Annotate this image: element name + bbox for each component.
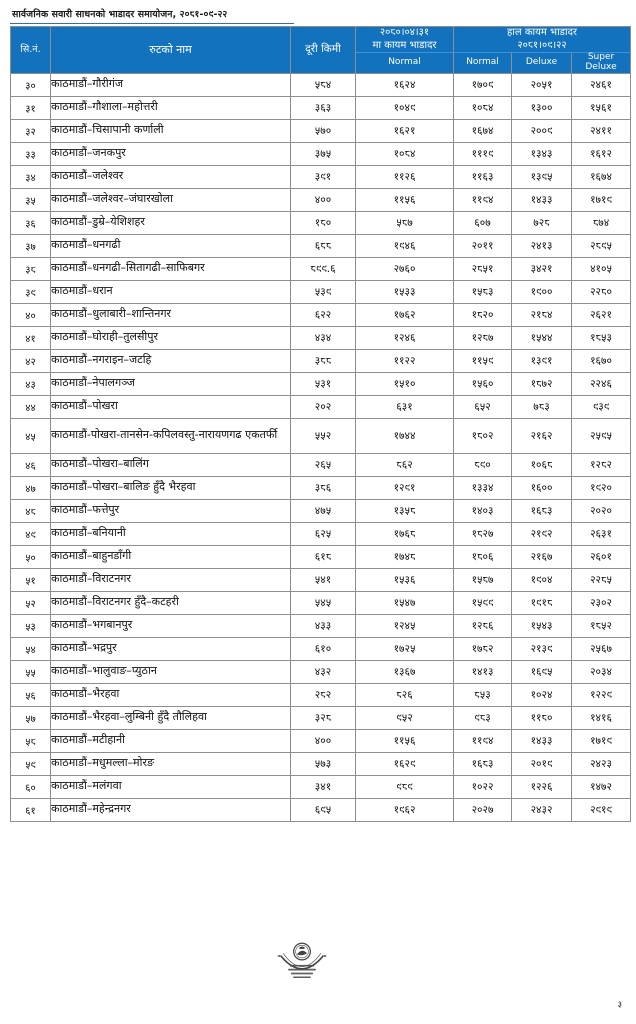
row-route-name: काठमाडौं–भगबानपुर bbox=[51, 614, 291, 637]
row-new-deluxe-fare: १४३३ bbox=[512, 729, 572, 752]
row-new-deluxe-fare: १३४३ bbox=[512, 142, 572, 165]
row-new-normal-fare: १७०९ bbox=[454, 73, 512, 96]
table-row bbox=[11, 188, 631, 211]
row-serial-number: ५० bbox=[11, 545, 51, 568]
row-new-deluxe-fare: २१६२ bbox=[512, 418, 572, 453]
row-old-normal-fare: १६२९ bbox=[356, 752, 454, 775]
table-row bbox=[11, 752, 631, 775]
row-old-normal-fare: ११५६ bbox=[356, 188, 454, 211]
row-new-deluxe-fare: २०१९ bbox=[512, 752, 572, 775]
row-distance-km: ३२८ bbox=[291, 706, 356, 729]
row-new-deluxe-fare: १३०० bbox=[512, 96, 572, 119]
row-new-deluxe-fare: १९०४ bbox=[512, 568, 572, 591]
row-new-deluxe-fare: २१८४ bbox=[512, 303, 572, 326]
column-group-current-fare bbox=[454, 27, 631, 53]
row-route-name: काठमाडौं–भालुवाङ–प्युठान bbox=[51, 660, 291, 683]
row-new-deluxe-fare: ११८० bbox=[512, 706, 572, 729]
row-old-normal-fare: १५४७ bbox=[356, 591, 454, 614]
row-new-normal-fare: १८०२ bbox=[454, 418, 512, 453]
row-route-name: काठमाडौं–बाहुनडाँगी bbox=[51, 545, 291, 568]
row-distance-km: ४३४ bbox=[291, 326, 356, 349]
row-new-super-deluxe-fare: ८७४ bbox=[572, 211, 631, 234]
row-route-name: काठमाडौं–भैरहवा bbox=[51, 683, 291, 706]
row-route-name: काठमाडौं–जलेश्वर–जंघारखोला bbox=[51, 188, 291, 211]
row-new-normal-fare: ८९० bbox=[454, 453, 512, 476]
row-serial-number: ३१ bbox=[11, 96, 51, 119]
row-serial-number: ३४ bbox=[11, 165, 51, 188]
row-new-normal-fare: १२८७ bbox=[454, 326, 512, 349]
subheader-new-deluxe: Deluxe bbox=[512, 53, 572, 74]
fare-table bbox=[10, 26, 631, 822]
row-old-normal-fare: १६२१ bbox=[356, 119, 454, 142]
table-row bbox=[11, 280, 631, 303]
table-row bbox=[11, 476, 631, 499]
row-serial-number: ३५ bbox=[11, 188, 51, 211]
row-route-name: काठमाडौं–मलंगवा bbox=[51, 775, 291, 798]
row-route-name: काठमाडौं–गौरीगंज bbox=[51, 73, 291, 96]
row-serial-number: ३६ bbox=[11, 211, 51, 234]
table-row bbox=[11, 545, 631, 568]
row-serial-number: ४९ bbox=[11, 522, 51, 545]
row-serial-number: ४७ bbox=[11, 476, 51, 499]
row-old-normal-fare: १६२४ bbox=[356, 73, 454, 96]
row-serial-number: ५१ bbox=[11, 568, 51, 591]
row-distance-km: ६२२ bbox=[291, 303, 356, 326]
row-new-super-deluxe-fare: २६२१ bbox=[572, 303, 631, 326]
row-new-super-deluxe-fare: २६०१ bbox=[572, 545, 631, 568]
table-row bbox=[11, 453, 631, 476]
table-row bbox=[11, 499, 631, 522]
row-serial-number: ५८ bbox=[11, 729, 51, 752]
row-new-super-deluxe-fare: १६१२ bbox=[572, 142, 631, 165]
table-row bbox=[11, 706, 631, 729]
row-distance-km: ४०० bbox=[291, 188, 356, 211]
row-old-normal-fare: १३५८ bbox=[356, 499, 454, 522]
subheader-new-normal: Normal bbox=[454, 53, 512, 74]
table-row bbox=[11, 798, 631, 821]
table-row bbox=[11, 591, 631, 614]
row-new-super-deluxe-fare: १६७४ bbox=[572, 165, 631, 188]
table-row bbox=[11, 303, 631, 326]
row-serial-number: ४३ bbox=[11, 372, 51, 395]
row-new-deluxe-fare: १८७२ bbox=[512, 372, 572, 395]
row-new-normal-fare: १६८३ bbox=[454, 752, 512, 775]
row-old-normal-fare: १५१० bbox=[356, 372, 454, 395]
row-route-name: काठमाडौं–पोखरा–बालिङ हुँदै भैरहवा bbox=[51, 476, 291, 499]
row-new-deluxe-fare: २०५१ bbox=[512, 73, 572, 96]
row-new-deluxe-fare: १६९५ bbox=[512, 660, 572, 683]
row-new-deluxe-fare: २४१३ bbox=[512, 234, 572, 257]
row-new-normal-fare: १३३४ bbox=[454, 476, 512, 499]
row-serial-number: ५७ bbox=[11, 706, 51, 729]
row-route-name: काठमाडौं–पोखरा bbox=[51, 395, 291, 418]
row-distance-km: ५७० bbox=[291, 119, 356, 142]
row-serial-number: ५२ bbox=[11, 591, 51, 614]
row-new-super-deluxe-fare: २४६१ bbox=[572, 73, 631, 96]
column-group-old-fare bbox=[356, 27, 454, 53]
row-route-name: काठमाडौं–गौशाला–महोत्तरी bbox=[51, 96, 291, 119]
title-underline bbox=[10, 23, 294, 24]
row-new-normal-fare: १११९ bbox=[454, 142, 512, 165]
row-new-deluxe-fare: २१६७ bbox=[512, 545, 572, 568]
row-old-normal-fare: २७६० bbox=[356, 257, 454, 280]
row-serial-number: ४८ bbox=[11, 499, 51, 522]
row-old-normal-fare: ११२६ bbox=[356, 165, 454, 188]
row-new-normal-fare: १६७४ bbox=[454, 119, 512, 142]
row-new-deluxe-fare: १५४४ bbox=[512, 326, 572, 349]
row-serial-number: ४६ bbox=[11, 453, 51, 476]
row-route-name: काठमाडौं–विराटनगर हुँदै–कटहरी bbox=[51, 591, 291, 614]
row-route-name: काठमाडौं–धनगढी–सितागढी–साफिबगर bbox=[51, 257, 291, 280]
row-new-deluxe-fare: १६०० bbox=[512, 476, 572, 499]
table-row bbox=[11, 142, 631, 165]
row-route-name: काठमाडौं–फत्तेपुर bbox=[51, 499, 291, 522]
row-new-super-deluxe-fare: ९३९ bbox=[572, 395, 631, 418]
row-serial-number: ४५ bbox=[11, 418, 51, 453]
row-new-deluxe-fare: १६८३ bbox=[512, 499, 572, 522]
subheader-new-super-deluxe: Super Deluxe bbox=[572, 53, 631, 74]
row-distance-km: ५७३ bbox=[291, 752, 356, 775]
table-row bbox=[11, 165, 631, 188]
row-new-normal-fare: १८२७ bbox=[454, 522, 512, 545]
row-old-normal-fare: ८६२ bbox=[356, 453, 454, 476]
row-new-super-deluxe-fare: १४७२ bbox=[572, 775, 631, 798]
row-new-super-deluxe-fare: १६७० bbox=[572, 349, 631, 372]
row-new-deluxe-fare: २१९२ bbox=[512, 522, 572, 545]
row-old-normal-fare: १३६७ bbox=[356, 660, 454, 683]
table-row bbox=[11, 660, 631, 683]
row-serial-number: ४० bbox=[11, 303, 51, 326]
row-new-normal-fare: १४०३ bbox=[454, 499, 512, 522]
row-new-normal-fare: १५८७ bbox=[454, 568, 512, 591]
row-old-normal-fare: १७२५ bbox=[356, 637, 454, 660]
row-route-name: काठमाडौं–मधुमल्ला–मोरङ bbox=[51, 752, 291, 775]
row-serial-number: ६० bbox=[11, 775, 51, 798]
current-fare-date: २०८१।०९।२२ bbox=[517, 39, 567, 51]
row-new-super-deluxe-fare: १७१९ bbox=[572, 729, 631, 752]
row-new-super-deluxe-fare: २३०२ bbox=[572, 591, 631, 614]
column-header-sn: सि.नं. bbox=[11, 27, 51, 74]
nepal-government-seal-icon bbox=[274, 936, 330, 986]
row-distance-km: ४०० bbox=[291, 729, 356, 752]
row-old-normal-fare: १९६२ bbox=[356, 798, 454, 821]
row-new-super-deluxe-fare: १८५३ bbox=[572, 326, 631, 349]
table-row bbox=[11, 211, 631, 234]
row-distance-km: ३८८ bbox=[291, 349, 356, 372]
row-new-deluxe-fare: १५४३ bbox=[512, 614, 572, 637]
row-old-normal-fare: ९५२ bbox=[356, 706, 454, 729]
row-new-super-deluxe-fare: २८९५ bbox=[572, 234, 631, 257]
table-row bbox=[11, 614, 631, 637]
row-new-deluxe-fare: १४३३ bbox=[512, 188, 572, 211]
row-serial-number: ४४ bbox=[11, 395, 51, 418]
row-new-deluxe-fare: १९१८ bbox=[512, 591, 572, 614]
page-number: ३ bbox=[617, 1000, 622, 1010]
row-new-normal-fare: १०२२ bbox=[454, 775, 512, 798]
row-new-deluxe-fare: १९०० bbox=[512, 280, 572, 303]
row-new-super-deluxe-fare: २०२० bbox=[572, 499, 631, 522]
row-new-super-deluxe-fare: २६३१ bbox=[572, 522, 631, 545]
table-row bbox=[11, 234, 631, 257]
row-old-normal-fare: १२४५ bbox=[356, 614, 454, 637]
row-new-super-deluxe-fare: २९१९ bbox=[572, 798, 631, 821]
table-row bbox=[11, 326, 631, 349]
row-old-normal-fare: १५३३ bbox=[356, 280, 454, 303]
row-route-name: काठमाडौं–नेपालगञ्ज bbox=[51, 372, 291, 395]
row-distance-km: ३७५ bbox=[291, 142, 356, 165]
row-distance-km: २०२ bbox=[291, 395, 356, 418]
row-new-super-deluxe-fare: १२८२ bbox=[572, 453, 631, 476]
table-row bbox=[11, 637, 631, 660]
row-distance-km: ४३३ bbox=[291, 614, 356, 637]
row-new-super-deluxe-fare: १४१६ bbox=[572, 706, 631, 729]
row-old-normal-fare: १५३६ bbox=[356, 568, 454, 591]
page-footer bbox=[0, 928, 636, 1024]
row-new-super-deluxe-fare: २२४६ bbox=[572, 372, 631, 395]
table-row bbox=[11, 683, 631, 706]
row-new-super-deluxe-fare: २४२३ bbox=[572, 752, 631, 775]
row-new-normal-fare: ९८३ bbox=[454, 706, 512, 729]
row-new-normal-fare: ६५२ bbox=[454, 395, 512, 418]
row-new-normal-fare: १८०६ bbox=[454, 545, 512, 568]
row-old-normal-fare: १७६२ bbox=[356, 303, 454, 326]
row-new-deluxe-fare: ७८३ bbox=[512, 395, 572, 418]
table-row bbox=[11, 775, 631, 798]
row-distance-km: ५३१ bbox=[291, 372, 356, 395]
row-serial-number: ६१ bbox=[11, 798, 51, 821]
row-serial-number: ५४ bbox=[11, 637, 51, 660]
row-old-normal-fare: १७६८ bbox=[356, 522, 454, 545]
row-route-name: काठमाडौं–जलेश्वर bbox=[51, 165, 291, 188]
row-new-normal-fare: १८२० bbox=[454, 303, 512, 326]
row-new-super-deluxe-fare: २५९५ bbox=[572, 418, 631, 453]
row-new-normal-fare: १५६० bbox=[454, 372, 512, 395]
row-route-name: काठमाडौं–डुम्रे–येशिशहर bbox=[51, 211, 291, 234]
row-new-normal-fare: १५९९ bbox=[454, 591, 512, 614]
row-serial-number: ५५ bbox=[11, 660, 51, 683]
row-new-super-deluxe-fare: १८५२ bbox=[572, 614, 631, 637]
table-row bbox=[11, 119, 631, 142]
row-old-normal-fare: ११५६ bbox=[356, 729, 454, 752]
row-distance-km: ४३२ bbox=[291, 660, 356, 683]
row-distance-km: ३४१ bbox=[291, 775, 356, 798]
row-serial-number: ५९ bbox=[11, 752, 51, 775]
row-serial-number: ३९ bbox=[11, 280, 51, 303]
row-distance-km: ६१८ bbox=[291, 545, 356, 568]
table-header bbox=[11, 27, 631, 74]
row-old-normal-fare: १२९१ bbox=[356, 476, 454, 499]
row-new-super-deluxe-fare: २२८५ bbox=[572, 568, 631, 591]
row-distance-km: २८२ bbox=[291, 683, 356, 706]
row-route-name: काठमाडौं–धनगढी bbox=[51, 234, 291, 257]
table-row bbox=[11, 522, 631, 545]
row-route-name: काठमाडौं–घोराही–तुलसीपुर bbox=[51, 326, 291, 349]
row-serial-number: ३३ bbox=[11, 142, 51, 165]
row-old-normal-fare: ११२२ bbox=[356, 349, 454, 372]
row-new-normal-fare: ११५९ bbox=[454, 349, 512, 372]
row-new-normal-fare: २०२७ bbox=[454, 798, 512, 821]
row-old-normal-fare: १०४९ bbox=[356, 96, 454, 119]
row-distance-km: ३६३ bbox=[291, 96, 356, 119]
row-old-normal-fare: १२४६ bbox=[356, 326, 454, 349]
column-header-route: रुटको नाम bbox=[51, 27, 291, 74]
row-new-deluxe-fare: १३९५ bbox=[512, 165, 572, 188]
row-serial-number: ५६ bbox=[11, 683, 51, 706]
row-distance-km: ५८४ bbox=[291, 73, 356, 96]
row-distance-km: ८९९.६ bbox=[291, 257, 356, 280]
row-route-name: काठमाडौं–चिसापानी कर्णाली bbox=[51, 119, 291, 142]
row-serial-number: ५३ bbox=[11, 614, 51, 637]
row-old-normal-fare: १०८४ bbox=[356, 142, 454, 165]
row-new-normal-fare: १०८४ bbox=[454, 96, 512, 119]
row-serial-number: ४२ bbox=[11, 349, 51, 372]
table-row bbox=[11, 395, 631, 418]
row-distance-km: ५५२ bbox=[291, 418, 356, 453]
row-new-normal-fare: २०११ bbox=[454, 234, 512, 257]
row-serial-number: ४१ bbox=[11, 326, 51, 349]
row-route-name: काठमाडौं–भद्रपुर bbox=[51, 637, 291, 660]
row-new-normal-fare: १७८२ bbox=[454, 637, 512, 660]
row-new-normal-fare: ६०७ bbox=[454, 211, 512, 234]
row-old-normal-fare: १७४८ bbox=[356, 545, 454, 568]
row-distance-km: ५४१ bbox=[291, 568, 356, 591]
table-row bbox=[11, 96, 631, 119]
row-distance-km: ५३९ bbox=[291, 280, 356, 303]
row-new-deluxe-fare: २४३२ bbox=[512, 798, 572, 821]
row-serial-number: ३२ bbox=[11, 119, 51, 142]
row-route-name: काठमाडौं–धरान bbox=[51, 280, 291, 303]
row-old-normal-fare: ९८९ bbox=[356, 775, 454, 798]
row-new-deluxe-fare: २००९ bbox=[512, 119, 572, 142]
row-new-deluxe-fare: २१३९ bbox=[512, 637, 572, 660]
row-new-deluxe-fare: १०६८ bbox=[512, 453, 572, 476]
row-new-deluxe-fare: ७२८ bbox=[512, 211, 572, 234]
row-distance-km: ५४५ bbox=[291, 591, 356, 614]
row-route-name: काठमाडौं–जनकपुर bbox=[51, 142, 291, 165]
row-new-deluxe-fare: १२२६ bbox=[512, 775, 572, 798]
row-route-name: काठमाडौं–बनियानी bbox=[51, 522, 291, 545]
row-new-super-deluxe-fare: २२८० bbox=[572, 280, 631, 303]
old-fare-date: २०८०।०४।३१ bbox=[379, 27, 430, 38]
row-new-super-deluxe-fare: १२२९ bbox=[572, 683, 631, 706]
row-old-normal-fare: १७४४ bbox=[356, 418, 454, 453]
row-distance-km: १८० bbox=[291, 211, 356, 234]
row-new-super-deluxe-fare: १५६१ bbox=[572, 96, 631, 119]
table-row bbox=[11, 418, 631, 453]
row-serial-number: ३८ bbox=[11, 257, 51, 280]
row-route-name: काठमाडौं–महेन्द्रनगर bbox=[51, 798, 291, 821]
row-route-name: काठमाडौं–भैरहवा–लुम्बिनी हुँदै तौलिहवा bbox=[51, 706, 291, 729]
table-row bbox=[11, 372, 631, 395]
table-row bbox=[11, 257, 631, 280]
row-new-normal-fare: १५८३ bbox=[454, 280, 512, 303]
row-new-normal-fare: १४१३ bbox=[454, 660, 512, 683]
table-row bbox=[11, 349, 631, 372]
row-distance-km: ३८६ bbox=[291, 476, 356, 499]
row-distance-km: ४७५ bbox=[291, 499, 356, 522]
row-distance-km: ६२५ bbox=[291, 522, 356, 545]
row-old-normal-fare: १९४६ bbox=[356, 234, 454, 257]
subheader-old-normal: Normal bbox=[356, 53, 454, 74]
row-route-name: काठमाडौं-पोखरा-तानसेन-कपिलवस्तु-नारायणगढ एकतर्फी bbox=[51, 418, 291, 453]
row-new-super-deluxe-fare: ४१०५ bbox=[572, 257, 631, 280]
row-new-super-deluxe-fare: १७१९ bbox=[572, 188, 631, 211]
row-new-normal-fare: ११९४ bbox=[454, 729, 512, 752]
page-title: सार्वजनिक सवारी साधनको भाडादर समायोजन, २०८१-०९-२२ bbox=[12, 9, 228, 20]
row-new-deluxe-fare: १३९१ bbox=[512, 349, 572, 372]
current-fare-caption: हाल कायम भाडादर bbox=[506, 27, 578, 38]
row-distance-km: ६१० bbox=[291, 637, 356, 660]
row-new-normal-fare: २८५१ bbox=[454, 257, 512, 280]
row-new-normal-fare: ११९४ bbox=[454, 188, 512, 211]
row-old-normal-fare: ५८७ bbox=[356, 211, 454, 234]
row-route-name: काठमाडौं–पोखरा–बालिंग bbox=[51, 453, 291, 476]
row-route-name: काठमाडौं–विराटनगर bbox=[51, 568, 291, 591]
row-distance-km: ६८८ bbox=[291, 234, 356, 257]
row-new-deluxe-fare: ३४२१ bbox=[512, 257, 572, 280]
row-distance-km: ६९५ bbox=[291, 798, 356, 821]
column-header-distance: दूरी किमी bbox=[291, 27, 356, 74]
row-route-name: काठमाडौं–मटीहानी bbox=[51, 729, 291, 752]
table-row bbox=[11, 729, 631, 752]
row-new-normal-fare: ८५३ bbox=[454, 683, 512, 706]
table-row bbox=[11, 568, 631, 591]
row-serial-number: ३७ bbox=[11, 234, 51, 257]
row-distance-km: ३९१ bbox=[291, 165, 356, 188]
table-row bbox=[11, 73, 631, 96]
row-new-super-deluxe-fare: २४११ bbox=[572, 119, 631, 142]
row-new-super-deluxe-fare: १९२० bbox=[572, 476, 631, 499]
row-route-name: काठमाडौं–नगराइन–जटहि bbox=[51, 349, 291, 372]
row-old-normal-fare: ६३१ bbox=[356, 395, 454, 418]
row-old-normal-fare: ८२६ bbox=[356, 683, 454, 706]
row-new-normal-fare: १२८६ bbox=[454, 614, 512, 637]
row-route-name: काठमाडौं–धुलाबारी–शान्तिनगर bbox=[51, 303, 291, 326]
row-serial-number: ३० bbox=[11, 73, 51, 96]
table-body bbox=[11, 73, 631, 821]
old-fare-caption: मा कायम भाडादर bbox=[372, 39, 437, 51]
row-new-normal-fare: ११६३ bbox=[454, 165, 512, 188]
row-new-super-deluxe-fare: २०३४ bbox=[572, 660, 631, 683]
row-new-deluxe-fare: १०२४ bbox=[512, 683, 572, 706]
row-new-super-deluxe-fare: २५६७ bbox=[572, 637, 631, 660]
row-distance-km: २६५ bbox=[291, 453, 356, 476]
